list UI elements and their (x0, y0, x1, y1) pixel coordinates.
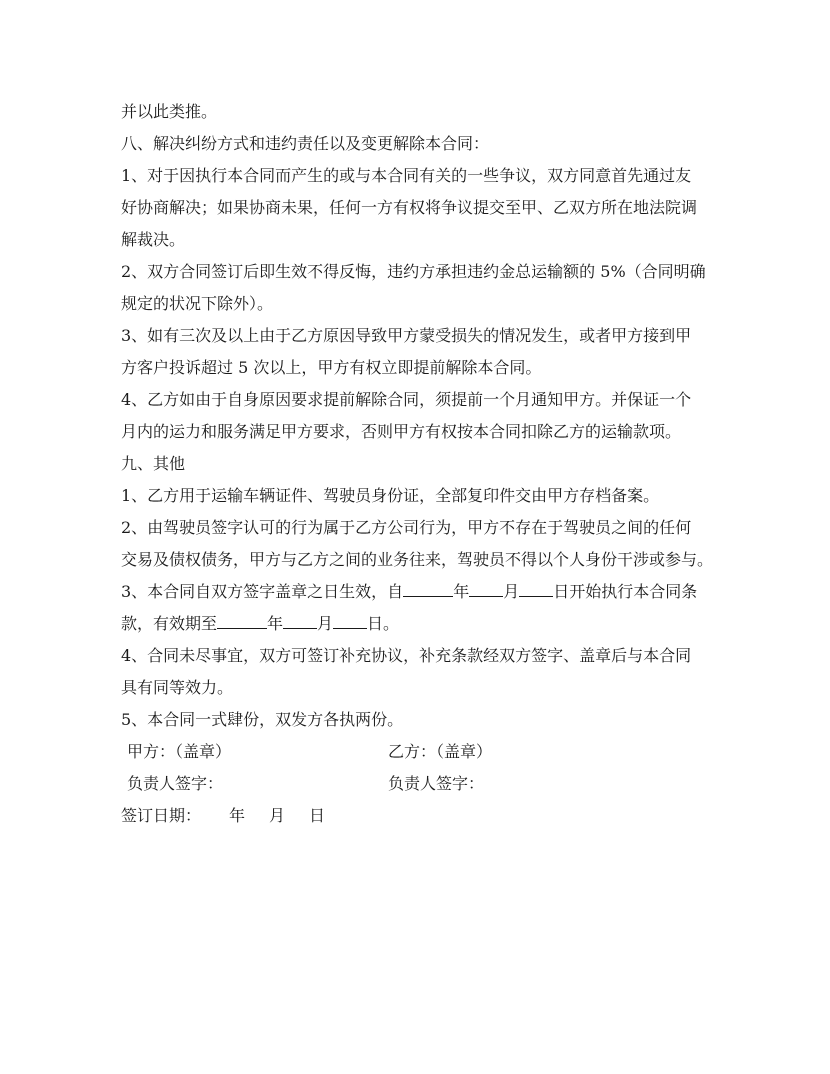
text-line: 方客户投诉超过 5 次以上，甲方有权立即提前解除本合同。 (121, 358, 542, 377)
text-line: 并以此类推。 (121, 102, 218, 121)
day-blank (519, 578, 553, 597)
text-line: 5、本合同一式肆份，双发方各执两份。 (121, 710, 404, 729)
clause3-line2-prefix: 款，有效期至 (121, 614, 218, 633)
year-blank (403, 578, 453, 597)
party-a-responsible: 负责人签字： (127, 774, 224, 793)
text-line: 4、合同未尽事宜，双方可签订补充协议，补充条款经双方签字、盖章后与本合同 (121, 646, 692, 665)
text-line: 2、由驾驶员签字认可的行为属于乙方公司行为，甲方不存在于驾驶员之间的任何 (121, 518, 692, 537)
clause3-year: 年 (453, 582, 470, 601)
text-line: 4、乙方如由于自身原因要求提前解除合同，须提前一个月通知甲方。并保证一个 (121, 390, 692, 409)
clause3-line2-year: 年 (267, 614, 284, 633)
clause3-prefix: 3、本合同自双方签字盖章之日生效，自 (121, 582, 404, 601)
text-line: 解裁决。 (121, 230, 186, 249)
text-line: 交易及债权债务，甲方与乙方之间的业务往来，驾驶员不得以个人身份干涉或参与。 (121, 550, 714, 569)
party-a-seal: 甲方：（盖章） (127, 742, 232, 761)
year-blank (217, 610, 267, 629)
text-line: 月内的运力和服务满足甲方要求，否则甲方有权按本合同扣除乙方的运输款项。 (121, 422, 682, 441)
signature-row-responsible (121, 768, 721, 800)
sign-date-month: 月 (269, 806, 286, 825)
clause3-line2-day: 日。 (367, 614, 400, 633)
text-line: 1、对于因执行本合同而产生的或与本合同有关的一些争议，双方同意首先通过友 (121, 166, 692, 185)
text-line: 1、乙方用于运输车辆证件、驾驶员身份证，全部复印件交由甲方存档备案。 (121, 486, 660, 505)
text-line: 3、如有三次及以上由于乙方原因导致甲方蒙受损失的情况发生，或者甲方接到甲 (121, 326, 692, 345)
party-b-responsible: 负责人签字： (388, 774, 485, 793)
document-body (121, 96, 721, 832)
clause3-line2 (121, 608, 721, 640)
text-line: 好协商解决；如果协商未果，任何一方有权将争议提交至甲、乙双方所在地法院调 (121, 198, 698, 217)
text-line: 2、双方合同签订后即生效不得反悔，违约方承担违约金总运输额的 5%（合同明确 (121, 262, 706, 281)
text-line: 具有同等效力。 (121, 678, 234, 697)
sign-date-day: 日 (309, 806, 326, 825)
sign-date-row (121, 800, 721, 832)
sign-date-label: 签订日期： (121, 806, 202, 825)
clause3-suffix: 日开始执行本合同条 (553, 582, 698, 601)
text-line: 规定的状况下除外）。 (121, 294, 274, 313)
signature-row-seal (121, 736, 721, 768)
section-heading: 九、其他 (121, 454, 186, 473)
clause3-line2-month: 月 (317, 614, 334, 633)
clause3-line1 (121, 576, 721, 608)
party-b-seal: 乙方：（盖章） (388, 742, 493, 761)
sign-date-year: 年 (229, 806, 246, 825)
section-heading: 八、解决纠纷方式和违约责任以及变更解除本合同： (121, 134, 490, 153)
clause3-month: 月 (503, 582, 520, 601)
month-blank (469, 578, 503, 597)
month-blank (283, 610, 317, 629)
day-blank (333, 610, 367, 629)
